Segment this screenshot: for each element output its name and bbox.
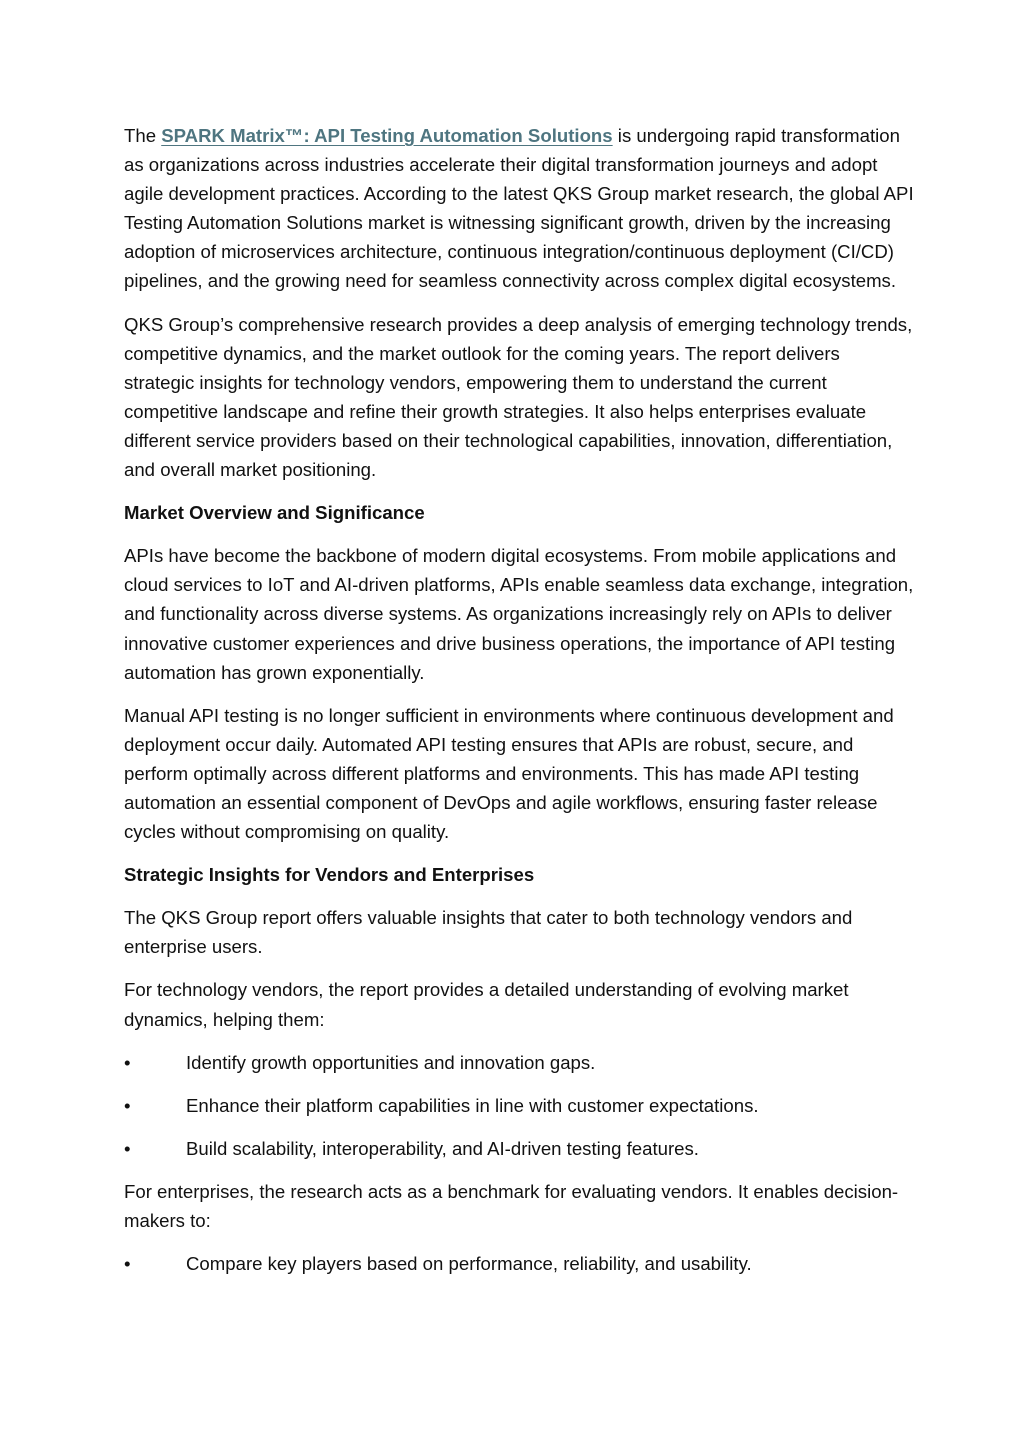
intro-suffix: is undergoing rapid transformation as organizations across industries accelerate their digital transformation journeys and adopt agile development practices. According to the latest QKS Group market research, the global API Testing Automation Solutions market is witnessing significant growth, driven by the increasing adoption of microservices architecture, continuous integration/continuous deployment (CI/CD) pipelines, and the growing need for seamless connectivity across complex digital ecosystems. — [124, 125, 914, 292]
bullet-text: Identify growth opportunities and innovation gaps. — [186, 1051, 596, 1073]
intro-prefix: The — [124, 125, 162, 146]
apis-paragraph: APIs have become the backbone of modern digital ecosystems. From mobile applications and cloud services to IoT and AI-driven platforms, APIs enable seamless data exchange, integration, and functionality across diverse systems. As organizations increasingly rely on APIs to deliver innovative customer experiences and drive business operations, the importance of API testing automation has grown exponentially. — [124, 545, 914, 683]
manual-testing-paragraph: Manual API testing is no longer sufficient in environments where continuous development and deployment occur daily. Automated API testing ensures that APIs are robust, secure, and perform optimally across different platforms and environments. This has made API testing automation an essential component of DevOps and agile workflows, ensuring faster release cycles without compromising on quality. — [124, 704, 894, 843]
enterprise-bullet — [124, 1249, 914, 1278]
vendor-bullet — [124, 1134, 914, 1163]
vendor-bullet — [124, 1048, 914, 1077]
bullet-icon: • — [124, 1051, 131, 1073]
bullet-icon: • — [124, 1253, 131, 1275]
spark-matrix-link[interactable]: SPARK Matrix™: API Testing Automation Solutions — [161, 125, 613, 146]
market-overview-heading: Market Overview and Significance — [124, 502, 425, 524]
enterprises-paragraph: For enterprises, the research acts as a benchmark for evaluating vendors. It enables decision-makers to: — [124, 1180, 899, 1231]
vendors-paragraph: For technology vendors, the report provides a detailed understanding of evolving market dynamics, helping them: — [124, 979, 849, 1030]
bullet-icon: • — [124, 1094, 131, 1116]
bullet-icon: • — [124, 1137, 131, 1159]
intro-paragraph — [124, 121, 914, 296]
vendor-bullet — [124, 1091, 914, 1120]
strategic-insights-heading: Strategic Insights for Vendors and Enterprises — [124, 864, 535, 886]
report-offers-paragraph: The QKS Group report offers valuable insights that cater to both technology vendors and enterprise users. — [124, 907, 853, 958]
bullet-text: Build scalability, interoperability, and AI-driven testing features. — [186, 1137, 699, 1159]
document-page — [124, 121, 914, 1292]
research-paragraph: QKS Group’s comprehensive research provides a deep analysis of emerging technology trends, competitive dynamics, and the market outlook for the coming years. The report delivers strategic insights for technology vendors, empowering them to understand the current competitive landscape and refine their growth strategies. It also helps enterprises evaluate different service providers based on their technological capabilities, innovation, differentiation, and overall market positioning. — [124, 313, 913, 481]
bullet-text: Enhance their platform capabilities in line with customer expectations. — [186, 1094, 759, 1116]
bullet-text: Compare key players based on performance, reliability, and usability. — [186, 1253, 752, 1275]
